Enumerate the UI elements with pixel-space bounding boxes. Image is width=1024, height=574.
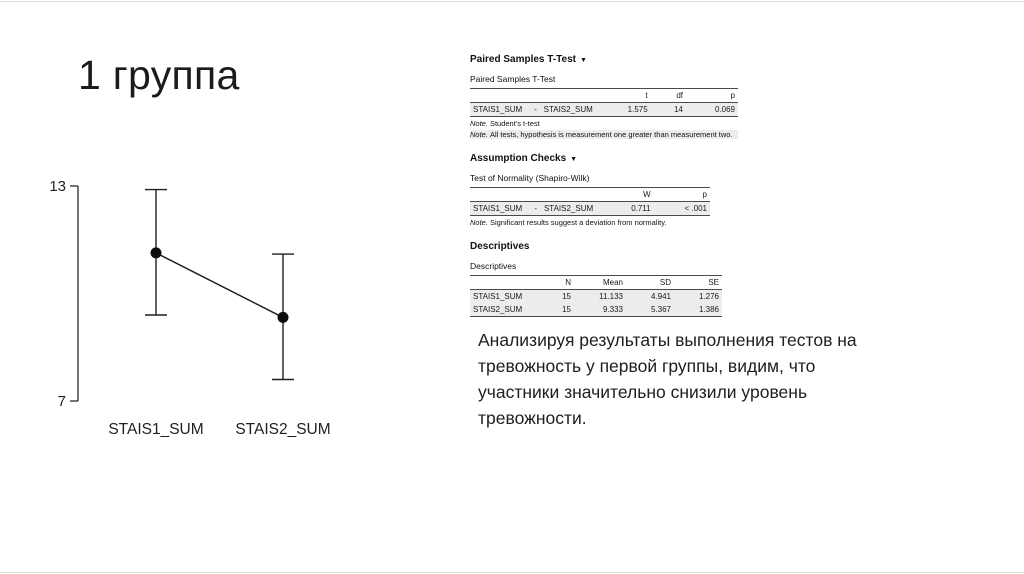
cell-var2: STAIS2_SUM [543,204,594,213]
cell-sd: 4.941 [650,292,671,301]
cell-p: 0.069 [714,105,735,114]
cell-var1: STAIS1_SUM [473,204,523,213]
descriptives-table [470,275,722,317]
empty-header-cell [541,188,602,202]
cell-var1: STAIS1_SUM [473,105,523,114]
cell-n: 15 [562,292,571,301]
descriptives-header-row [470,276,722,290]
cell-separator: - [534,105,537,114]
ttest-note-2 [470,130,738,139]
normality-table-title: Test of Normality (Shapiro-Wilk) [470,173,590,183]
descriptives-section-title: Descriptives [470,241,530,252]
col-header-mean: Mean [602,278,623,287]
ttest-table-title: Paired Samples T-Test [470,74,556,84]
mean-plot-svg [40,158,360,450]
ttest-header-row [470,89,738,103]
cell-df: 14 [674,105,684,114]
empty-header-cell [531,188,541,202]
ttest-data-row [470,103,738,117]
empty-header-cell [541,89,601,103]
data-point [278,312,289,323]
col-header-se: SE [708,278,719,287]
note-label: Note. [470,119,488,128]
slide-body-text: Анализируя результаты выполнения тестов на тревожность у первой группы, видим, что участники значительно снизили уровень тревожности. [478,330,857,428]
empty-header-cell [470,188,531,202]
descriptives-table-title: Descriptives [470,261,517,271]
collapse-arrow-icon: ▼ [570,156,578,163]
note-text: Student's t-test [489,119,540,128]
cell-t: 1.575 [627,105,648,114]
col-header-t: t [645,91,648,100]
normality-data-row [470,202,710,216]
col-header-n: N [565,278,571,287]
cell-variable: STAIS1_SUM [473,292,523,301]
descriptives-row [470,303,722,317]
slide-bottom-border [0,572,1024,573]
col-header-w: W [643,190,651,199]
ttest-section-title: Paired Samples T-Test [470,54,576,65]
assumption-section-title: Assumption Checks [470,153,567,164]
data-point [151,247,162,258]
cell-variable: STAIS2_SUM [473,305,523,314]
y-tick-label: 7 [57,393,66,410]
cell-separator: - [534,204,538,213]
col-header-p: p [730,91,735,100]
ttest-table [470,88,738,117]
slide-title: 1 группа [78,52,240,98]
cell-n: 15 [562,305,571,314]
col-header-sd: SD [659,278,671,287]
ttest-section-header[interactable] [470,54,770,65]
note-text: All tests, hypothesis is measurement one greater than measurement two. [489,130,733,139]
note-label: Note. [470,218,488,227]
descriptives-row [470,290,722,304]
mean-plot [40,158,360,450]
normality-header-row [470,188,710,202]
cell-mean: 11.133 [599,292,623,301]
cell-p: < .001 [684,204,707,213]
descriptives-section-header[interactable] [470,241,770,252]
note-label: Note. [470,130,488,139]
ttest-note-1 [470,119,738,128]
assumption-section-header[interactable] [470,153,770,164]
stats-output-panel [470,54,770,317]
note-text: Significant results suggest a deviation from normality. [489,218,667,227]
cell-se: 1.386 [698,305,719,314]
empty-header-cell [470,276,536,290]
cell-w: 0.711 [631,204,651,213]
slide-top-border [0,1,1024,2]
x-category-label: STAIS2_SUM [235,421,331,438]
series-line [156,253,283,317]
empty-header-cell [530,89,540,103]
col-header-df: df [676,91,684,100]
x-category-label: STAIS1_SUM [108,421,204,438]
cell-mean: 9.333 [602,305,623,314]
normality-note [470,218,738,227]
empty-header-cell [470,89,530,103]
collapse-arrow-icon: ▼ [579,57,587,64]
col-header-p: p [702,190,707,199]
y-tick-label: 13 [49,178,66,195]
cell-sd: 5.367 [650,305,671,314]
cell-se: 1.276 [698,292,719,301]
normality-table [470,187,710,216]
cell-var2: STAIS2_SUM [543,105,593,114]
